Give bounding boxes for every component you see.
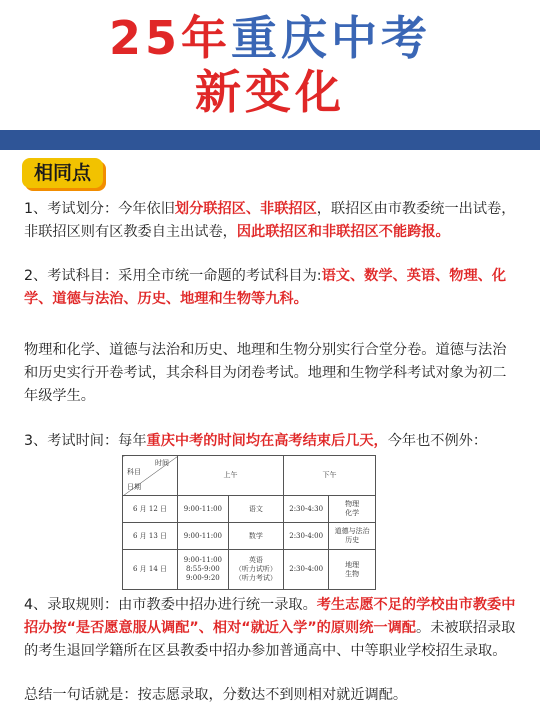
highlight: 考生志愿不足的学校由市教委中招办按“是否愿意服从调配”、相对“就近入学”的原则统一调配 [24,597,516,636]
text: 今年也不例外： [387,433,488,449]
date-cell: 6 月 13 日 [123,523,178,550]
am-time-cell: 9:00-11:00 [178,496,229,523]
afternoon-header: 下午 [284,456,376,496]
pm-time-cell: 2:30-4:00 [284,523,329,550]
page-subtitle: 新变化 [195,65,345,119]
title-city-exam: 重庆中考 [231,11,431,65]
am-time-cell: 9:00-11:00 8:55-9:00 9:00-9:20 [178,550,229,590]
header-band [0,130,540,150]
text: ，联招区由市教委统一出试卷，非联招区则有区教委自主出试卷， [24,201,516,240]
text: 2、考试科目：采用全市统一命题的考试科目为: [24,268,322,284]
corner-date-label: 日期 [127,483,141,491]
paragraph-summary: 总结一句话就是：按志愿录取，分数达不到则相对就近调配。 [24,687,408,703]
pm-time-cell: 2:30-4:00 [284,550,329,590]
morning-header: 上午 [178,456,284,496]
am-time-cell: 9:00-11:00 [178,523,229,550]
corner-subject-label: 科目 [127,468,141,476]
text: 1、考试划分：今年依旧 [24,201,175,217]
highlight: 重庆中考的时间均在高考结束后几天， [146,433,388,449]
date-cell: 6 月 14 日 [123,550,178,590]
highlight: 语文、数学、英语、物理、化学、道德与法治、历史、地理和生物等九科。 [24,268,507,307]
text: 。未被联招录取的考生退回学籍所在区县教委中招办参加普通高中、中等职业学校招生录取。 [24,620,516,659]
title-year: 25年 [108,11,231,65]
pm-subject-cell: 物理 化学 [329,496,376,523]
paragraph-admission-rules [24,594,520,663]
text: 3、考试时间：每年 [24,433,147,449]
pm-subject-cell: 地理 生物 [329,550,376,590]
page-title [0,10,540,66]
text: 4、录取规则：由市教委中招办进行统一录取。 [24,597,317,613]
table-row [123,523,376,550]
corner-time-label: 时间 [155,459,169,467]
date-cell: 6 月 12 日 [123,496,178,523]
paragraph-exam-format: 物理和化学、道德与法治和历史、地理和生物分别实行合堂分卷。道德与法治和历史实行开卷考试，其余科目为闭卷考试。地理和生物学科考试对象为初二年级学生。 [24,342,507,404]
paragraph-exam-subjects [24,265,520,311]
exam-schedule-table [122,455,376,590]
table-header-row [123,456,376,496]
table-row [123,550,376,590]
highlight: 因此联招区和非联招区不能跨报。 [236,224,450,240]
am-subject-cell: 数学 [228,523,283,550]
table-row [123,496,376,523]
section-badge: 相同点 [22,158,103,188]
am-subject-cell: 语文 [228,496,283,523]
am-subject-cell: 英语 （听力试听） （听力考试） [228,550,283,590]
paragraph-exam-time [24,430,520,453]
pm-time-cell: 2:30-4:30 [284,496,329,523]
paragraph-exam-division [24,198,520,244]
table-corner-cell [123,456,178,496]
pm-subject-cell: 道德与法治 历史 [329,523,376,550]
highlight: 划分联招区、非联招区 [174,201,317,217]
